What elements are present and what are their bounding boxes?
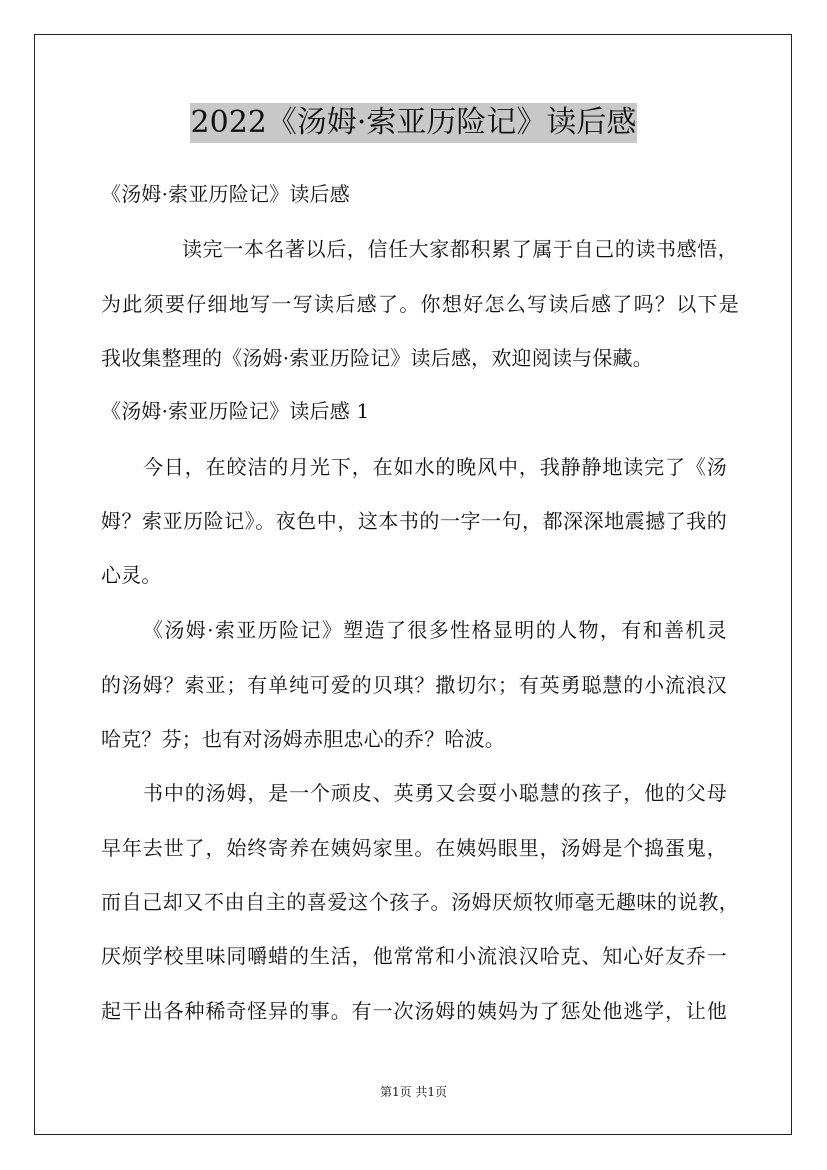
paragraph-line: 姆？索亚历险记》。夜色中，这本书的一字一句，都深深地震撼了我的 — [101, 509, 727, 533]
document-title: 2022《汤姆·索亚历险记》读后感 — [190, 103, 638, 143]
paragraph-line: 读完一本名著以后，信任大家都积累了属于自己的读书感悟， — [182, 237, 738, 261]
paragraph-line: 心灵。 — [101, 563, 162, 587]
paragraph-line: 哈克？芬；也有对汤姆赤胆忠心的乔？哈波。 — [101, 727, 505, 751]
paragraph-line: 早年去世了，始终寄养在姨妈家里。在姨妈眼里，汤姆是个捣蛋鬼， — [101, 836, 727, 860]
paragraph-line: 为此须要仔细地写一写读后感了。你想好怎么写读后感了吗？以下是 — [101, 292, 739, 316]
paragraph-line: 起干出各种稀奇怪异的事。有一次汤姆的姨妈为了惩处他逃学，让他 — [101, 999, 727, 1023]
title-container — [0, 103, 827, 143]
paragraph-line: 我收集整理的《汤姆·索亚历险记》读后感，欢迎阅读与保藏。 — [101, 346, 653, 370]
paragraph-line: 而自己却又不由自主的喜爱这个孩子。汤姆厌烦牧师毫无趣味的说教， — [101, 890, 739, 914]
subtitle-line: 《汤姆·索亚历险记》读后感 — [101, 182, 350, 206]
paragraph-line: 《汤姆·索亚历险记》塑造了很多性格显明的人物，有和善机灵 — [143, 618, 727, 642]
paragraph-line: 书中的汤姆，是一个顽皮、英勇又会耍小聪慧的孩子，他的父母 — [143, 781, 727, 805]
paragraph-line: 厌烦学校里味同嚼蜡的生活，他常常和小流浪汉哈克、知心好友乔一 — [101, 944, 727, 968]
paragraph-line: 的汤姆？索亚；有单纯可爱的贝琪？撒切尔；有英勇聪慧的小流浪汉 — [101, 673, 727, 697]
section-heading: 《汤姆·索亚历险记》读后感 1 — [101, 399, 370, 423]
paragraph-line: 今日，在皎洁的月光下，在如水的晚风中，我静静地读完了《汤 — [143, 455, 727, 479]
page-footer: 第1页 共1页 — [379, 1085, 448, 1099]
